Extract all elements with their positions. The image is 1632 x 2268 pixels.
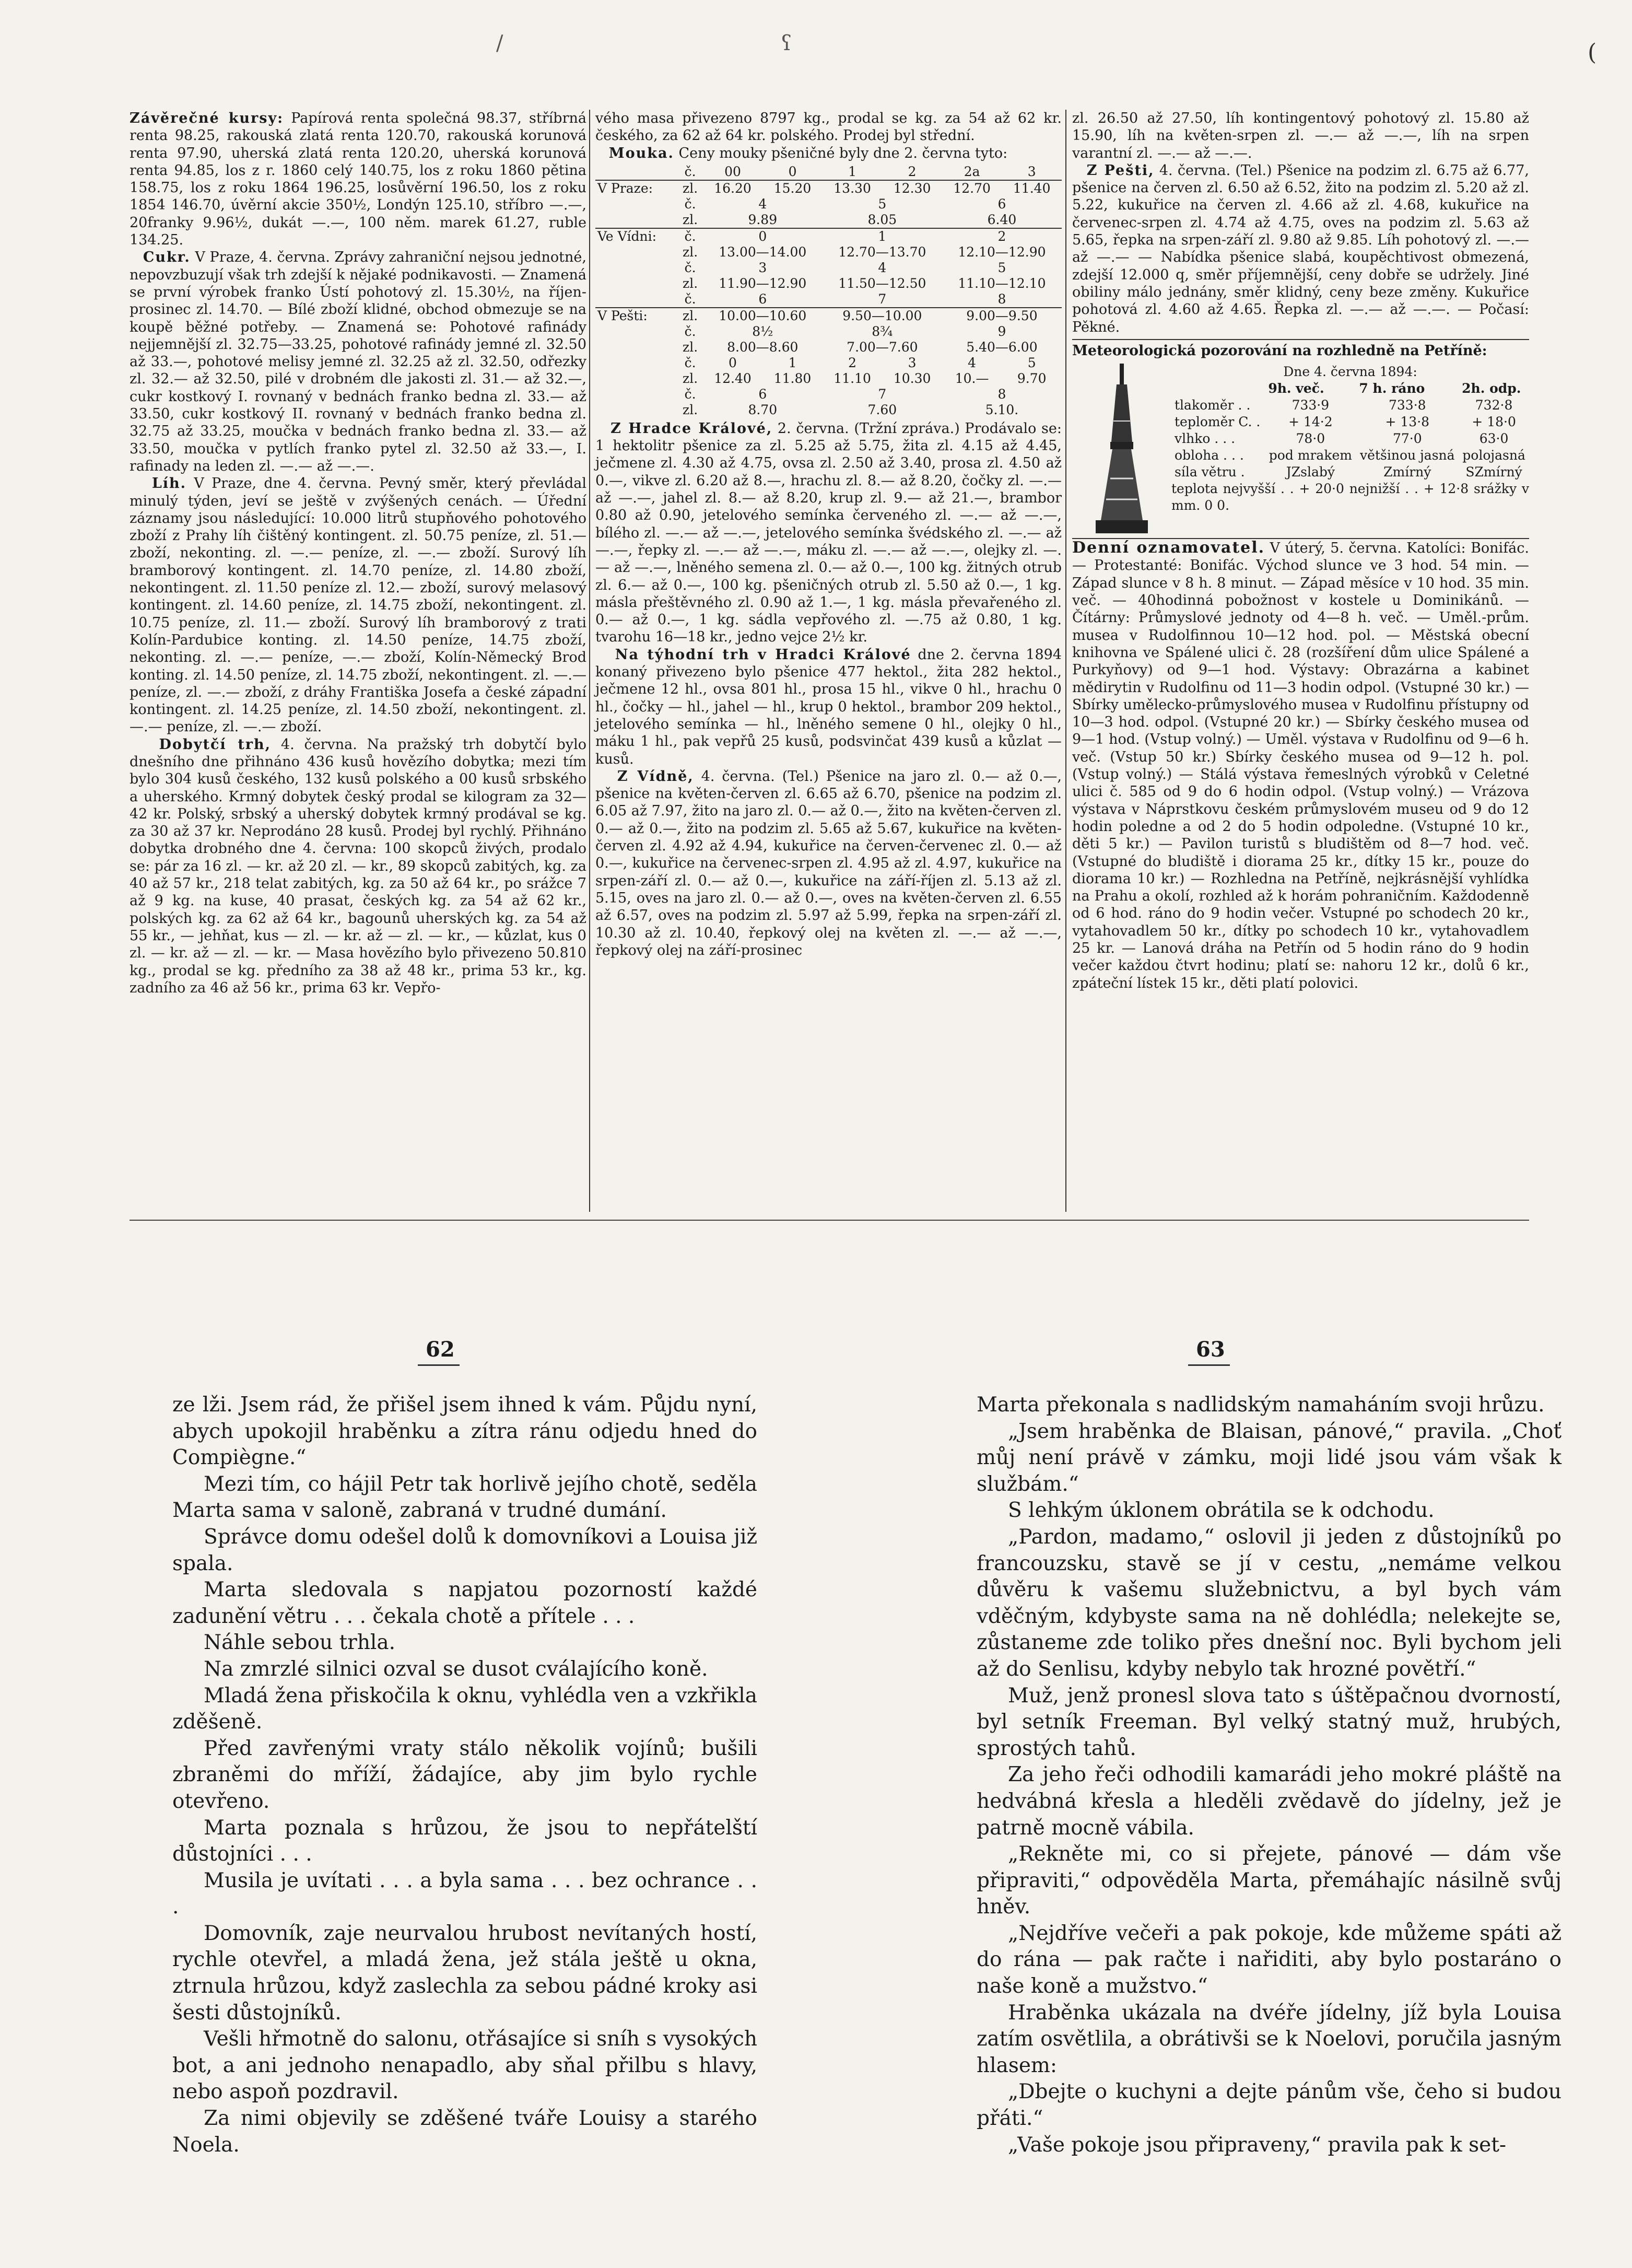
- meteo-row: obloha . . . pod mrakem většinou jasná polojasná: [1175, 448, 1525, 463]
- novel-paragraph: ze lži. Jsem rád, že přišel jsem ihned k vám. Půjdu nyní, abych upokojil hraběnku a zítra ránu odjedu hned do Compiègne.“: [172, 1393, 757, 1470]
- top-margin-marks: / ʕ (: [496, 31, 1597, 66]
- novel-paragraph: Hraběnka ukázala na dvéře jídelny, jíž byla Louisa zatím osvětlila, a obrátivši se k Noelovi, poručila jasným hlasem:: [977, 2001, 1561, 2077]
- column-announcements: [1072, 110, 1529, 1214]
- flour-table-row: č. 6 7 8: [595, 291, 1062, 308]
- column-divider: [589, 110, 590, 1212]
- flour-table-header: č. 00 0 1 2 2a 3: [595, 164, 1062, 180]
- flour-table-row: č. 0 1 2 3 4 5: [684, 355, 1036, 370]
- column-market: [595, 110, 1062, 1214]
- meteo-table: [1171, 380, 1529, 481]
- novel-paragraph: Marta sledovala s napjatou pozorností každé zadunění větru . . . čekala chotě a přítele . . .: [172, 1578, 757, 1628]
- novel-paragraph: Náhle sebou trhla.: [204, 1631, 396, 1655]
- meteo-row: síla větru . JZslabý Zmírný SZmírný: [1175, 464, 1522, 480]
- flour-table-row: V Praze: zl. 16.20 15.20 13.30 12.30 12.70 11.40: [597, 180, 1051, 196]
- novel-page-left: [172, 1392, 757, 2157]
- flour-table-row: č. 3 4 5: [684, 260, 1006, 275]
- novel-paragraph: „Pardon, madamo,“ oslovil ji jeden z důstojníků po francouzsku, stavě se jí v cestu, „nemáme velkou důvěru k vašemu služebnictvu, a byl bych vám vděčným, kdybyste sama na ně dohlédla; nelekejte se, zůstaneme zde toliko přes dnešní noc. Byli bychom jeli až do Senlisu, kdyby nebylo tak hrozné povětří.“: [977, 1525, 1561, 1681]
- top-section-bottom-rule: [130, 1220, 1529, 1221]
- para-kursy: Závěrečné kursy: Papírová renta společná 98.37, stříbrná renta 98.25, rakouská zlatá renta 120.70, rakouská korunová renta 97.90, uherská zlatá renta 120.20, uherská korunová renta 94.85, los z r. 1860 celý 140.75, los z roku 1860 pětina 158.75, los z roku 1864 196.25, losůvěrní 196.50, los z roku 1854 146.70, úvěrní akcie 350½, Londýn 125.10, stříbro —.—, 20franky 9.96½, dukát —.—, 100 něm. marek 61.27, ruble 134.25.: [130, 110, 586, 249]
- novel-paragraph: Domovník, zaje neurvalou hrubost nevítaných hostí, rychle otevřel, a mladá žena, jež stála ještě u okna, ztrnula hrůzou, když zaslechla za sebou pádné kroky asi šesti důstojníků.: [172, 1921, 757, 2025]
- para-tydenni-trh: Na týhodní trh v Hradci Králové dne 2. června 1894 konaný přivezeno bylo pšenice 477 hektol., žita 282 hektol., ječmene 12 hl., ovsa 801 hl., prosa 15 hl., vikve 0 hl., hrachu 0 hl., čočky — hl., jahel — hl., krup 0 hektol., brambor 209 hektol., jetelového semínka — hl., lněného semene 0 hl., olejky 0 hl., máku 1 hl., pak vepřů 25 kusů, podsvinčat 439 kusů a kůzlat — kusů.: [595, 646, 1062, 767]
- novel-paragraph: „Dbejte o kuchyni a dejte pánům vše, čeho si budou přáti.“: [977, 2080, 1561, 2131]
- para-cukr: Cukr. V Praze, 4. června. Zprávy zahraniční nejsou jednotné, nepovzbuzují však trh zdejší k nějaké podnikavosti. — Znamená se první výrobek franko Ústí pohotový zl. 15.30½, na říjen-prosinec zl. 14.70. — Bílé zboží klidné, obchod obmezuje se na koupě běžné potřeby. — Znamená se: Pohotové rafinády nejjemnější zl. 32.75—33.25, pohotové rafinády jemné zl. 32.50 až 33.—, pohotové melisy jemné zl. 32.25 až zl. 32.50, odřezky zl. 32.— až 32.50, pilé v drobném dle jakosti zl. 31.— až 32.—, cukr kostkový I. rovnaný v bednách franko bedna zl. 33.— až 33.50, cukr kostkový II. rovnaný v bednách franko bedna zl. 32.75 až 33.25, moučka v bednách franko bedna zl. 33.— až 33.50, moučka v pytlích franko pytel zl. 32.50 až 33.—, I. rafinady na leden zl. —.— až —.—.: [130, 249, 586, 474]
- flour-table-row: zl. 12.40 11.80 11.10 10.30 10.— 9.70: [683, 370, 1047, 386]
- para-lih: Líh. V Praze, dne 4. června. Pevný směr, který převládal minulý týden, jeví se ještě v zvýšených cenách. — Úřední záznamy jsou následující: 10.000 litrů stupňového pohotového zboží z Prahy líh čištěný kontingent. zl. 50.75 peníze, zl. 51.— zboží, nekonting. zl. —.— peníze, zl. —.— zboží. Surový líh bramborový kontingent. zl. 14.70 peníze, zl. 14.80 zboží, nekontingent. zl. 11.50 peníze zl. 12.— zboží, surový melasový kontingent. zl. 14.60 peníze, zl. 14.75 zboží, nekontingent. zl. 10.75 peníze, zl. 11.— zboží. Surový líh bramborový z trati Kolín-Pardubice konting. zl. 14.50 peníze, 14.75 zboží, nekonting. zl. —.— peníze, —.— zboží, Kolín-Německý Brod konting. zl. 14.50 peníze, zl. 14.75 zboží, nekontingent. zl. —.— peníze, zl. —.— zboží, z dráhy Františka Josefa a české západní kontingent. zl. 14.25 peníze, zl. 14.50 zboží, nekontingent. zl. —.— peníze, zl. —.— zboží.: [130, 475, 587, 735]
- novel-paragraph: „Jsem hraběnka de Blaisan, pánové,“ pravila. „Choť můj není právě v zámku, moji lidé jsou vám však k službám.“: [977, 1419, 1561, 1496]
- para-mouka: Mouka. Ceny mouky pšeničné byly dne 2. června tyto:: [608, 145, 1008, 161]
- para-hradec: Z Hradce Králové, 2. června. (Tržní zpráva.) Prodávalo se: 1 hektolitr pšenice za zl. 5.25 až 5.75, žita zl. 4.15 až 4.45, ječmene zl. 4.30 až 4.75, ovsa zl. 2.50 až 3.40, prosa zl. 4.50 až 0.—, vikve zl. 6.20 až 8.—, hrachu zl. 8.— až 8.20, čočky zl. —.— až —.—, jahel zl. 8.— až 8.20, krup zl. 9.— až 21.—, brambor 0.80 až 0.90, jetelového semínka červeného zl. —.— až —.—, bílého zl. —.— až —.—, jetelového semínka švédského zl. —.— až —.—, řepky zl. —.— až —.—, máku zl. —.— až —.—, olejky zl. —.— až —.—, lněného semena zl. 0.— až 0.—, 100 kg. žitných otrub zl. 6.— až 0.—, 100 kg. pšeničných otrub zl. 5.50 až 0.—, 1 kg. másla přeštěvného zl. 0.90 až 1.—, 1 kg. másla převařeného zl. 0.— až 0.—, 1 kg. sádla vepřového zl. —.75 až 0.80, 1 kg. tvarohu 16—18 kr., jedno vejce 2½ kr.: [595, 420, 1062, 646]
- flour-price-table: [595, 164, 1062, 418]
- flour-table-row: zl. 11.90—12.90 11.50—12.50 11.10—12.10: [683, 275, 1046, 291]
- page-number-left: 62: [426, 1337, 455, 1362]
- novel-paragraph: Marta poznala s hrůzou, že jsou to nepřátelští důstojníci . . .: [172, 1816, 757, 1866]
- column-divider: [1065, 110, 1066, 1212]
- para-pest: Z Pešti, 4. června. (Tel.) Pšenice na podzim zl. 6.75 až 6.77, pšenice na červen zl. 6.50 až 6.52, žito na podzim zl. 5.20 až zl. 5.22, kukuřice na červen zl. 4.66 až zl. 4.68, kukuřice na červenec-srpen zl. 4.74 až 4.75, oves na podzim zl. 5.63 až 5.65, řepka na srpen-září zl. 9.80 až 9.85. Líh pohotový zl. —.— až —.— — Nabídka pšenice slabá, koupěchtivost obmezená, zdejší 12.000 q, směr příjemnější, ceny dobře se udržely. Jiné obiliny málo jednány, směr klidný, ceny beze změny. Kukuřice pohotová zl. 4.60 až 4.65. Řepka zl. —.— až —.—. — Počasí: Pěkné.: [1072, 162, 1529, 335]
- para-lih-viden: zl. 26.50 až 27.50, líh kontingentový pohotový zl. 15.80 až 15.90, líh na květen-srpen zl. —.— až —.—, líh na srpen varantní zl. —.— až —.—.: [1072, 110, 1529, 161]
- para-viden: Z Vídně, 4. června. (Tel.) Pšenice na jaro zl. 0.— až 0.—, pšenice na květen-červen zl. 6.65 až 6.70, pšenice na podzim zl. 6.05 až 7.97, žito na jaro zl. 0.— až 0.—, žito na květen-červen zl. 0.— až 0.—, žito na podzim zl. 5.65 až 5.67, kukuřice na květen-červen zl. 4.92 až 4.94, kukuřice na červen-červenec zl. 0.— až 0.—, kukuřice na červenec-srpen zl. 4.95 až zl. 4.97, kukuřice na srpen-září zl. 0.— až 0.—, kukuřice na září-říjen zl. 5.13 až zl. 5.15, oves na jaro zl. 0.— až 0.—, oves na květen-červen zl. 6.55 až 6.57, oves na podzim zl. 5.97 až 5.99, řepka na srpen-září zl. 10.30 až zl. 10.40, řepkový olej na květen zl. —.— až —.—, řepkový olej na září-prosinec: [595, 768, 1062, 958]
- meteo-extra: teplota nejvyšší . . + 20·0 nejnižší . . + 12·8 srážky v mm. 0 0.: [1171, 481, 1529, 513]
- petrin-tower-image: [1072, 364, 1171, 536]
- novel-paragraph: Před zavřenými vraty stálo několik vojínů; bušili zbraněmi do mříží, žádajíce, aby jim bylo rychle otevřeno.: [172, 1736, 757, 1813]
- page-number-right: 63: [1196, 1337, 1225, 1362]
- meteo-box: [1072, 339, 1529, 539]
- flour-table-row: zl. 13.00—14.00 12.70—13.70 12.10—12.90: [683, 244, 1046, 260]
- column-financial: [130, 110, 586, 1214]
- page-number-right-rule: [1188, 1364, 1230, 1366]
- para-veprove: vého masa přivezeno 8797 kg., prodal se kg. za 54 až 62 kr. českého, za 62 až 64 kr. polského. Prodej byl střední.: [595, 110, 1062, 144]
- novel-paragraph: Na zmrzlé silnici ozval se dusot cválajícího koně.: [204, 1657, 708, 1681]
- novel-paragraph: Musila je uvítati . . . a byla sama . . . bez ochrance . . .: [172, 1868, 757, 1919]
- meteo-row: teploměr C. . + 14·2 + 13·8 + 18·0: [1175, 414, 1516, 430]
- meteo-row: vlhko . . . 78·0 77·0 63·0: [1175, 431, 1509, 447]
- flour-table-row: č. 6 7 8: [684, 386, 1006, 402]
- novel-paragraph: Marta překonala s nadlidským namaháním svoji hrůzu.: [977, 1393, 1545, 1417]
- novel-paragraph: S lehkým úklonem obrátila se k odchodu.: [1008, 1499, 1435, 1523]
- meteo-date: Dne 4. června 1894:: [1283, 364, 1417, 380]
- flour-table-row: Ve Vídni: č. 0 1 2: [597, 228, 1006, 244]
- flour-table-row: V Pešti: zl. 10.00—10.60 9.50—10.00 9.00—9.50: [597, 308, 1038, 323]
- novel-paragraph: „Rekněte mi, co si přejete, pánové — dám vše připraviti,“ odpověděla Marta, přemáhajíc násilně svůj hněv.: [977, 1842, 1561, 1919]
- flour-table-row: zl. 9.89 8.05 6.40: [595, 212, 1062, 228]
- novel-paragraph: Za nimi objevily se zděšené tváře Louisy a starého Noela.: [172, 2107, 757, 2157]
- meteo-header: 9h. več. 7 h. ráno 2h. odp.: [1268, 381, 1521, 396]
- novel-page-right: [977, 1392, 1561, 2157]
- meteo-row: tlakoměr . . 733·9 733·8 732·8: [1175, 398, 1513, 413]
- novel-paragraph: Správce domu odešel dolů k domovníkovi a Louisa již spala.: [172, 1525, 757, 1575]
- novel-paragraph: Mladá žena přiskočila k oknu, vyhlédla ven a vzkřikla zděšeně.: [172, 1684, 757, 1734]
- novel-paragraph: „Vaše pokoje jsou připraveny,“ pravila pak k set-: [1008, 2133, 1507, 2157]
- novel-paragraph: Mezi tím, co hájil Petr tak horlivě jejího chotě, seděla Marta sama v saloně, zabraná v trudné dumání.: [172, 1472, 757, 1523]
- page-number-left-rule: [418, 1364, 460, 1366]
- para-denni-oznamovatel: Denní oznamovatel. V úterý, 5. června. Katolíci: Bonifác. — Protestanté: Bonifác. Východ slunce ve 3 hod. 54 min. — Západ slunce v 8 h. 8 minut. — Západ měsíce v 10 hod. 35 min. več. — 40hodinná pobožnost v kostele u Dominikánů. — Čítárny: Průmyslové jednoty od 4—8 h. več. — Uměl.-prům. musea v Rudolfinnou 10—12 hod. pol. — Městská obecní knihovna ve Spálené ulici č. 28 (rozšíření dům ulice Spálené a Purkyňovy) od 9—1 hod. Výstavy: Obrazárna a kabinet mědirytin v Rudolfinu od 11—3 hodin odpol. (Vstupné 30 kr.) — Sbírky umělecko-průmyslového musea v Rudolfinu přístupny od 10—3 hod. odpol. (Vstupné 20 kr.) — Sbírky českého musea od 9—1 hod. (Vstup volný.) — Uměl. výstava v Rudolfinu od 9—6 h. več. (Vstup 50 kr.) Sbírky českého musea od 9—12 h. pol. (Vstup volný.) — Stálá výstava řemeslných výrobků v Celetné ulici č. 585 od 9 do 6 hodin odpol. (Vstup volný.) — Vrázova výstava v Náprstkovu českém průmyslovém museu od 9 do 12 hodin poledne a od 2 do 5 hodin odpoledne. (Vstupné 10 kr., děti 5 kr.) — Pavilon turistů s bludištěm od 8—7 hod. več. (Vstupné do bludiště i diorama 25 kr., dítky 15 kr., pouze do diorama 10 kr.) — Rozhledna na Petříně, nejkrásnější vyhlídka na Prahu a okolí, rozhled až k horám pohraničním. Každodenně od 6 hod. ráno do 9 hodin večer. Vstupné po schodech 20 kr., vytahovadlem 50 kr., dítky po schodech 10 kr., vytahovadlem 25 kr. — Lanová dráha na Petřín od 5 hodin ráno do 9 hodin večer každou čtvrt hodinu; platí se: nahoru 12 kr., dolů 6 kr., zpáteční lístek 15 kr., děti platí polovici.: [1072, 539, 1529, 991]
- flour-table-row: zl. 8.70 7.60 5.10.: [683, 402, 1019, 417]
- flour-table-row: č. 8½ 8¾ 9: [684, 323, 1006, 339]
- novel-paragraph: Za jeho řeči odhodili kamarádi jeho mokré pláště na hedvábná křesla a hleděli zvědavě do jídelny, jež je patrně mocně vábila.: [977, 1763, 1561, 1840]
- novel-paragraph: Muž, jenž pronesl slova tato s úštěpačnou dvorností, byl setník Freeman. Byl velký statný muž, hrubých, sprostých tahů.: [977, 1684, 1561, 1760]
- para-dobytci-trh: Dobytčí trh, 4. června. Na pražský trh dobytčí bylo dnešního dne přihnáno 436 kusů hovězího dobytka; mezi tím bylo 304 kusů českého, 132 kusů polského a 00 kusů srbského a uherského. Krmný dobytek český prodal se kilogram za 32—42 kr. Polský, srbský a uherský dobytek krmný prodával se kg. za 30 až 37 kr. Neprodáno 28 kusů. Prodej byl rychlý. Přihnáno dobytka drobného dne 4. června: 100 skopců živých, prodalo se: pár za 16 zl. — kr. až 20 zl. — kr., 89 skopců zabitých, kg. za 40 až 57 kr., 218 telat zabitých, kg. za 50 až 64 kr., po srážce 7 až 9 kg. na kuse, 40 prasat, českých kg. za 54 až 62 kr., polských kg. za 62 až 64 kr., bagounů uherských kg. za 54 až 55 kr., — jehňat, kus — zl. — kr. až — zl. — kr., — kůzlat, kus 0 zl. — kr. až — zl. — kr. — Masa hovězího bylo přivezeno 50.810 kg., prodal se kg. předního za 38 až 48 kr., prima 53 kr., kg. zadního za 46 až 56 kr., prima 63 kr. Vepřo-: [130, 736, 586, 996]
- flour-table-row: č. 4 5 6: [684, 196, 1006, 212]
- meteo-title: Meteorologická pozorování na rozhledně na Petříně:: [1072, 342, 1487, 359]
- novel-paragraph: „Nejdříve večeři a pak pokoje, kde můžeme spáti až do rána — pak račte i nařiditi, aby bylo postaráno o naše koně a mužstvo.“: [977, 1921, 1561, 1998]
- novel-paragraph: Vešli hřmotně do salonu, otřásajíce si sníh s vysokých bot, a ani jednoho nenapadlo, aby sňal přilbu s hlavy, nebo aspoň pozdravil.: [172, 2027, 757, 2104]
- flour-table-row: zl. 8.00—8.60 7.00—7.60 5.40—6.00: [683, 339, 1038, 355]
